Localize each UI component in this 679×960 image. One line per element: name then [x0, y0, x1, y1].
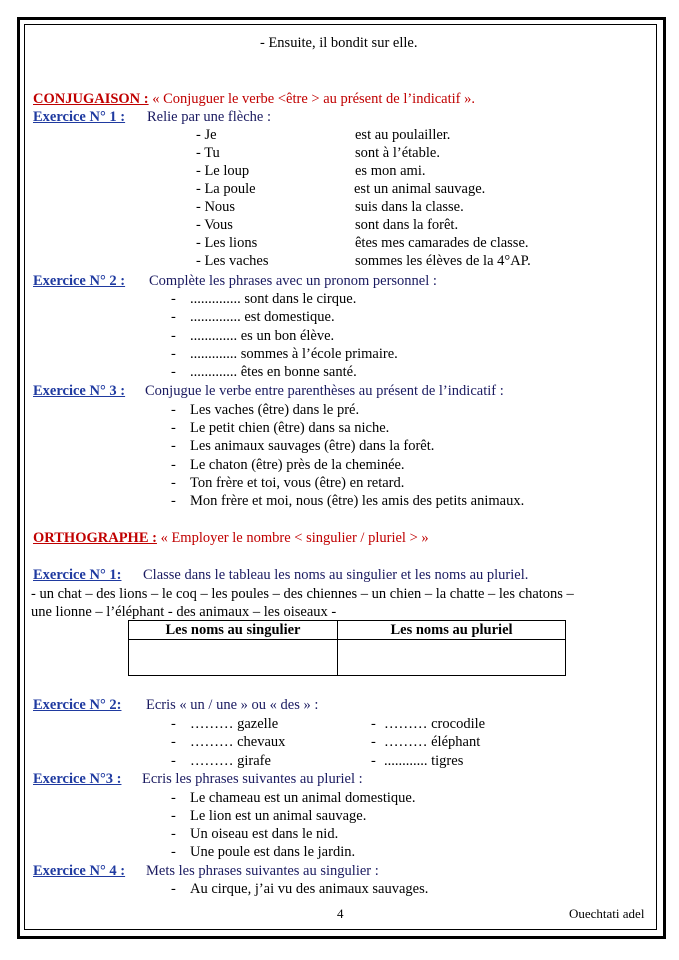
ex1-right-item: sont à l’étable.: [355, 145, 440, 161]
ex3-dash: -: [171, 402, 176, 418]
ex1-right-item: sont dans la forêt.: [355, 217, 459, 233]
ortho-ex3-dash: -: [171, 844, 176, 860]
table-header-plural: Les noms au pluriel: [338, 621, 566, 640]
ex3-label: Exercice N° 3 :: [33, 383, 126, 399]
ex1-right-item: suis dans la classe.: [355, 199, 464, 215]
singular-answer-cell[interactable]: [129, 640, 338, 676]
ex2-item: .............. sont dans le cirque.: [190, 291, 357, 307]
ortho-ex2-right-item: ……… crocodile: [384, 716, 486, 732]
ortho-ex2-right-item: ............ tigres: [384, 753, 464, 769]
ortho-ex2-left-item: ……… girafe: [190, 753, 271, 769]
ortho-ex2-left-item: ……… chevaux: [190, 734, 286, 750]
ex1-left-item: - Les lions: [196, 235, 258, 251]
ex2-dash: -: [171, 309, 176, 325]
ex3-item: Le chaton (être) près de la cheminée.: [190, 457, 405, 473]
ortho-ex3-header: [33, 770, 121, 788]
ex2-item: ............. es un bon élève.: [190, 328, 335, 344]
author-name: Ouechtati adel: [569, 906, 645, 921]
ex1-left-item: - Je: [196, 127, 217, 143]
ortho-ex3-item: Le lion est un animal sauvage.: [190, 808, 367, 824]
ex1-left-item: - Les vaches: [196, 253, 269, 269]
ex1-left-item: - La poule: [196, 181, 256, 197]
ortho-ex4-instruction: Mets les phrases suivantes au singulier :: [146, 863, 379, 879]
conjugaison-instruction: « Conjuguer le verbe <être > au présent de l’indicatif ».: [148, 91, 475, 107]
ex2-dash: -: [171, 364, 176, 380]
ex3-item: Les animaux sauvages (être) dans la forêt.: [190, 438, 435, 454]
orthographe-section: [33, 529, 429, 547]
ortho-ex1-label: Exercice N° 1:: [33, 567, 122, 583]
ex3-dash: -: [171, 420, 176, 436]
ex3-header: [33, 382, 125, 400]
table-row: [129, 640, 566, 676]
ex2-item: .............. est domestique.: [190, 309, 335, 325]
ex1-header: [33, 108, 125, 126]
conjugaison-section: [33, 90, 475, 108]
ortho-ex3-item: Une poule est dans le jardin.: [190, 844, 356, 860]
ex2-item: ............. sommes à l’école primaire.: [190, 346, 398, 362]
ex1-right-item: sommes les élèves de la 4°AP.: [355, 253, 531, 269]
ex2-dash: -: [171, 328, 176, 344]
ortho-ex4-dash: -: [171, 881, 176, 897]
ex3-dash: -: [171, 475, 176, 491]
orthographe-heading: ORTHOGRAPHE :: [33, 530, 157, 546]
ex3-item: Mon frère et moi, nous (être) les amis des petits animaux.: [190, 493, 525, 509]
ortho-ex2-dash: -: [171, 716, 176, 732]
table-header-row: [129, 621, 566, 640]
ortho-ex2-left-item: ……… gazelle: [190, 716, 279, 732]
ex2-header: [33, 272, 125, 290]
ortho-ex2-right-item: ……… éléphant: [384, 734, 481, 750]
ex3-dash: -: [171, 457, 176, 473]
ortho-ex2-header: [33, 696, 121, 714]
ex3-dash: -: [171, 493, 176, 509]
page-number: 4: [337, 906, 344, 921]
ortho-ex4-item: Au cirque, j’ai vu des animaux sauvages.: [190, 881, 429, 897]
ortho-ex2-dash: -: [371, 753, 376, 769]
ortho-ex3-dash: -: [171, 790, 176, 806]
ortho-ex3-dash: -: [171, 808, 176, 824]
ortho-ex1-instruction: Classe dans le tableau les noms au singulier et les noms au pluriel.: [143, 567, 529, 583]
ex2-instruction: Complète les phrases avec un pronom personnel :: [149, 273, 437, 289]
ex1-left-item: - Vous: [196, 217, 233, 233]
ortho-ex2-dash: -: [371, 716, 376, 732]
ex1-left-item: - Nous: [196, 199, 236, 215]
ex1-left-item: - Tu: [196, 145, 220, 161]
plural-answer-cell[interactable]: [338, 640, 566, 676]
ortho-ex3-label: Exercice N°3 :: [33, 771, 122, 787]
ex1-right-item: es mon ami.: [355, 163, 426, 179]
ortho-ex1-words-line-2: une lionne – l’éléphant - des animaux – les oiseaux -: [31, 604, 337, 620]
intro-line: - Ensuite, il bondit sur elle.: [260, 35, 418, 51]
ortho-ex2-dash: -: [171, 734, 176, 750]
ortho-ex3-item: Un oiseau est dans le nid.: [190, 826, 339, 842]
ortho-ex4-label: Exercice N° 4 :: [33, 863, 126, 879]
ex3-item: Les vaches (être) dans le pré.: [190, 402, 360, 418]
ex3-instruction: Conjugue le verbe entre parenthèses au présent de l’indicatif :: [145, 383, 504, 399]
ortho-ex3-instruction: Ecris les phrases suivantes au pluriel :: [142, 771, 363, 787]
ex1-label: Exercice N° 1 :: [33, 109, 126, 125]
ortho-ex4-header: [33, 862, 125, 880]
ortho-ex3-item: Le chameau est un animal domestique.: [190, 790, 416, 806]
ex3-item: Ton frère et toi, vous (être) en retard.: [190, 475, 405, 491]
ex2-item: ............. êtes en bonne santé.: [190, 364, 357, 380]
ortho-ex3-dash: -: [171, 826, 176, 842]
ex2-dash: -: [171, 346, 176, 362]
ex1-right-item: est un animal sauvage.: [354, 181, 486, 197]
ortho-ex2-label: Exercice N° 2:: [33, 697, 122, 713]
ex2-dash: -: [171, 291, 176, 307]
ex2-label: Exercice N° 2 :: [33, 273, 126, 289]
ex3-dash: -: [171, 438, 176, 454]
ex1-instruction: Relie par une flèche :: [147, 109, 271, 125]
orthographe-instruction: « Employer le nombre < singulier / pluriel > »: [156, 530, 429, 546]
ortho-ex2-dash: -: [171, 753, 176, 769]
noun-classification-table: [128, 620, 566, 676]
ex1-right-item: êtes mes camarades de classe.: [355, 235, 529, 251]
ex3-item: Le petit chien (être) dans sa niche.: [190, 420, 390, 436]
ortho-ex2-instruction: Ecris « un / une » ou « des » :: [146, 697, 319, 713]
conjugaison-heading: CONJUGAISON :: [33, 91, 149, 107]
ortho-ex1-words-line-1: - un chat – des lions – le coq – les poules – des chiennes – un chien – la chatte – les chatons –: [31, 586, 574, 602]
table-header-singular: Les noms au singulier: [129, 621, 338, 640]
ex1-right-item: est au poulailler.: [355, 127, 451, 143]
ortho-ex2-dash: -: [371, 734, 376, 750]
ex1-left-item: - Le loup: [196, 163, 250, 179]
ortho-ex1-header: [33, 566, 121, 584]
